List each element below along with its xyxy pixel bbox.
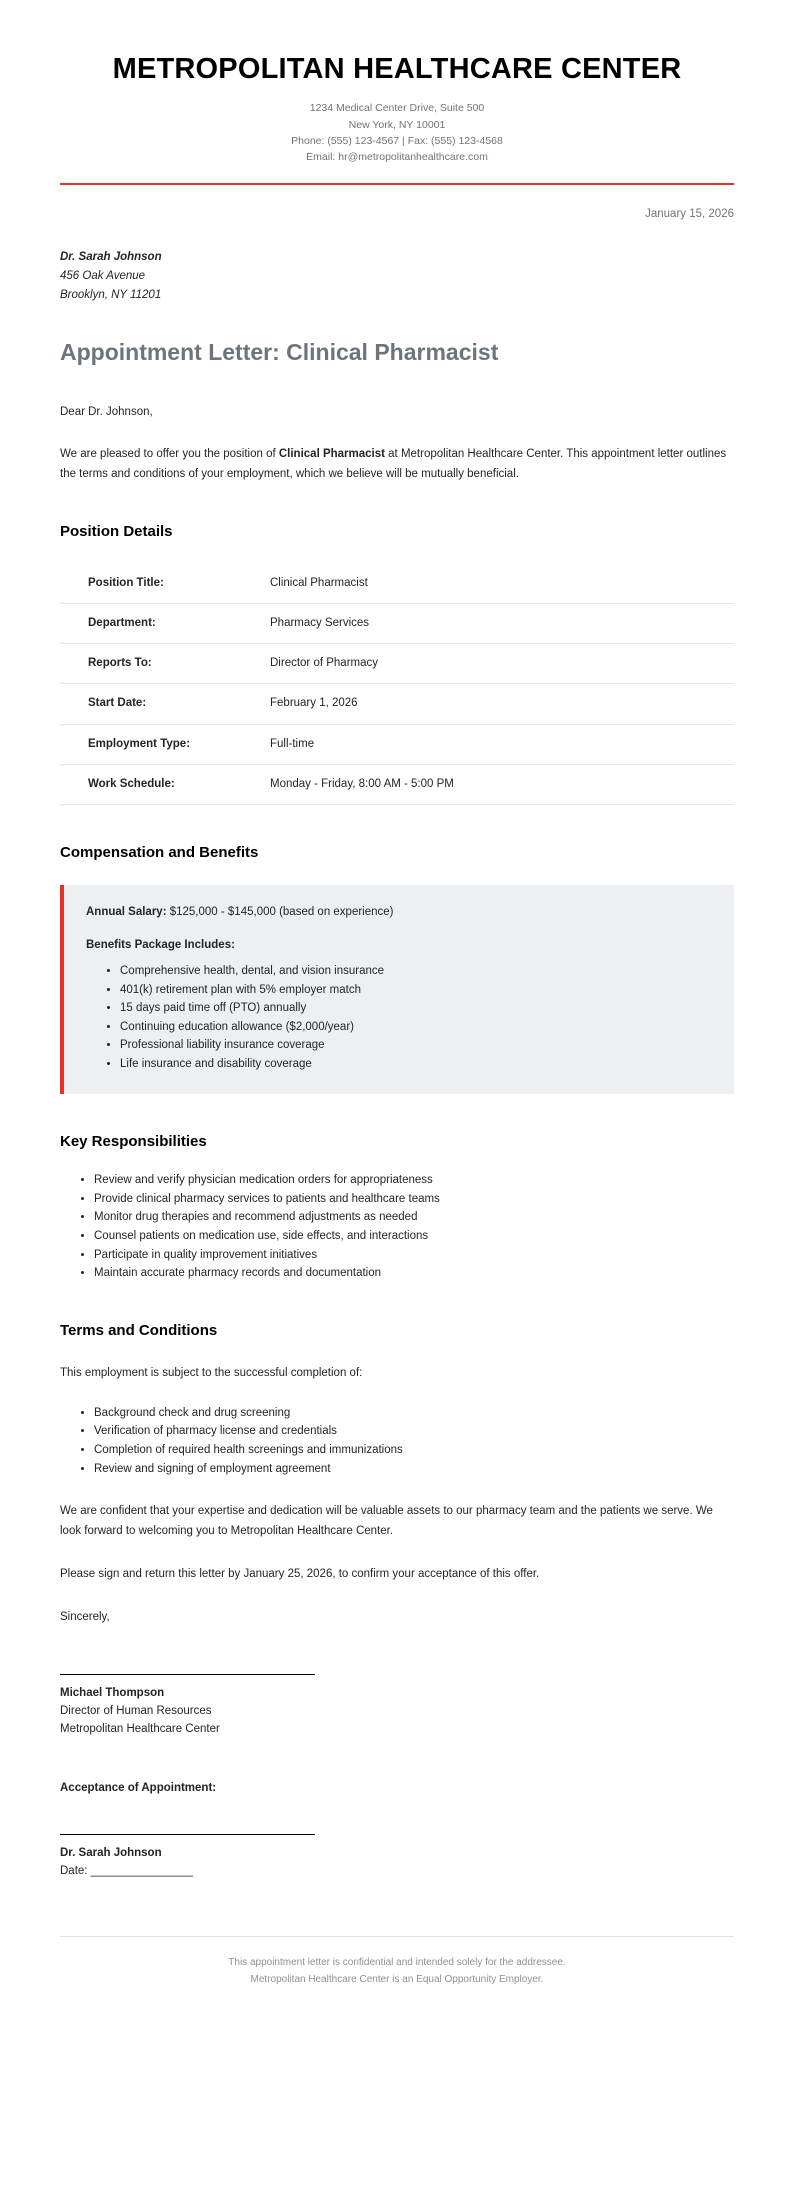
row-value: Director of Pharmacy (270, 657, 379, 670)
row-value: February 1, 2026 (270, 697, 358, 710)
list-item: • Provide clinical pharmacy services to patients and healthcare teams (94, 1190, 734, 1209)
address-line-2: New York, NY 10001 (348, 118, 446, 131)
list-item: • Monitor drug therapies and recommend adjustments as needed (94, 1208, 734, 1227)
row-value: Monday - Friday, 8:00 AM - 5:00 PM (270, 777, 454, 790)
organization-contact-block (60, 100, 734, 165)
row-label: Start Date: (88, 697, 147, 710)
row-value: Full-time (270, 737, 315, 750)
letterhead (60, 45, 734, 185)
salutation: Dear Dr. Johnson, (60, 406, 153, 419)
table-row (60, 644, 734, 684)
table-row (60, 564, 734, 604)
row-label: Department: (88, 616, 156, 629)
phone-fax-line: Phone: (555) 123-4567 | Fax: (555) 123-4568 (291, 134, 503, 147)
responsibilities-list (60, 1171, 734, 1283)
section-heading-compensation: Compensation and Benefits (60, 844, 259, 862)
organization-name: METROPOLITAN HEALTHCARE CENTER (112, 53, 682, 85)
compensation-highlight-box (60, 885, 734, 1094)
list-item: • Professional liability insurance coverage (120, 1036, 712, 1055)
row-label: Reports To: (88, 657, 152, 670)
recipient-street: 456 Oak Avenue (60, 270, 146, 283)
address-line-1: 1234 Medical Center Drive, Suite 500 (309, 102, 485, 115)
table-row (60, 724, 734, 764)
row-label: Employment Type: (88, 737, 191, 750)
position-details-table (60, 564, 734, 806)
terms-list (60, 1404, 734, 1479)
sender-signature-line (60, 1674, 315, 1675)
letter-date: January 15, 2026 (645, 208, 734, 221)
intro-paragraph (60, 445, 734, 484)
footer-divider (60, 1936, 734, 1937)
letterhead-divider (60, 183, 734, 185)
annual-salary-value: $125,000 - $145,000 (based on experience) (166, 905, 394, 918)
row-value: Pharmacy Services (270, 616, 370, 629)
row-label: Work Schedule: (88, 777, 175, 790)
list-item: • Participate in quality improvement initiatives (94, 1246, 734, 1265)
row-value: Clinical Pharmacist (270, 576, 368, 589)
list-item: • Background check and drug screening (94, 1404, 734, 1423)
list-item: • Completion of required health screenings and immunizations (94, 1441, 734, 1460)
section-heading-position-details: Position Details (60, 523, 173, 541)
sender-name: Michael Thompson (60, 1686, 165, 1699)
page-footer (60, 1955, 734, 1988)
list-item: • 401(k) retirement plan with 5% employer match (120, 981, 712, 1000)
acceptance-heading: Acceptance of Appointment: (60, 1781, 217, 1794)
acceptance-signature-block (60, 1834, 734, 1880)
section-heading-responsibilities: Key Responsibilities (60, 1132, 207, 1150)
list-item: • Life insurance and disability coverage (120, 1055, 712, 1074)
sender-signature-block (60, 1674, 734, 1738)
confidence-paragraph: We are confident that your expertise and dedication will be valuable assets to our pharmacy team and the patients we serve. We look forward to welcoming you to Metropolitan Healthcare Center. (60, 1505, 713, 1537)
list-item: • Continuing education allowance ($2,000/year) (120, 1018, 712, 1037)
page-title: Appointment Letter: Clinical Pharmacist (60, 339, 499, 366)
list-item: • Maintain accurate pharmacy records and documentation (94, 1264, 734, 1283)
recipient-address (60, 248, 734, 304)
acceptance-date-field[interactable]: Date: ________________ (60, 1865, 194, 1878)
annual-salary-line (86, 903, 712, 921)
list-item: • Review and signing of employment agreement (94, 1460, 734, 1479)
table-row (60, 764, 734, 804)
intro-part-1: We are pleased to offer you the position of (60, 448, 279, 461)
benefits-list (86, 962, 712, 1074)
list-item: • Review and verify physician medication orders for appropriateness (94, 1171, 734, 1190)
section-heading-terms: Terms and Conditions (60, 1321, 218, 1339)
annual-salary-label: Annual Salary: (86, 905, 167, 918)
list-item: • Comprehensive health, dental, and vision insurance (120, 962, 712, 981)
acceptance-name: Dr. Sarah Johnson (60, 1846, 162, 1859)
email-line: Email: hr@metropolitanhealthcare.com (306, 151, 488, 164)
table-row (60, 684, 734, 724)
terms-intro-paragraph: This employment is subject to the successful completion of: (60, 1367, 363, 1380)
row-label: Position Title: (88, 576, 164, 589)
list-item: • Counsel patients on medication use, side effects, and interactions (94, 1227, 734, 1246)
list-item: • 15 days paid time off (PTO) annually (120, 999, 712, 1018)
benefits-package-label: Benefits Package Includes: (86, 938, 235, 951)
table-row (60, 603, 734, 643)
acceptance-signature-line[interactable] (60, 1834, 315, 1835)
sincerely-line: Sincerely, (60, 1611, 110, 1624)
recipient-city-state-zip: Brooklyn, NY 11201 (60, 288, 162, 301)
intro-part-2: at Metropolitan Healthcare Center. This appointment letter outlines the terms and conditions of your employment, which we believe will be mutually beneficial. (60, 448, 727, 480)
footer-eeo-line: Metropolitan Healthcare Center is an Equal Opportunity Employer. (250, 1973, 544, 1985)
sender-title: Director of Human Resources (60, 1704, 212, 1717)
intro-position-bold: Clinical Pharmacist (278, 448, 385, 461)
footer-confidentiality-line: This appointment letter is confidential and intended solely for the addressee. (228, 1957, 566, 1969)
deadline-paragraph: Please sign and return this letter by January 25, 2026, to confirm your acceptance of this offer. (60, 1567, 540, 1580)
list-item: • Verification of pharmacy license and credentials (94, 1422, 734, 1441)
sender-organization: Metropolitan Healthcare Center (60, 1722, 220, 1735)
recipient-name: Dr. Sarah Johnson (60, 251, 162, 264)
